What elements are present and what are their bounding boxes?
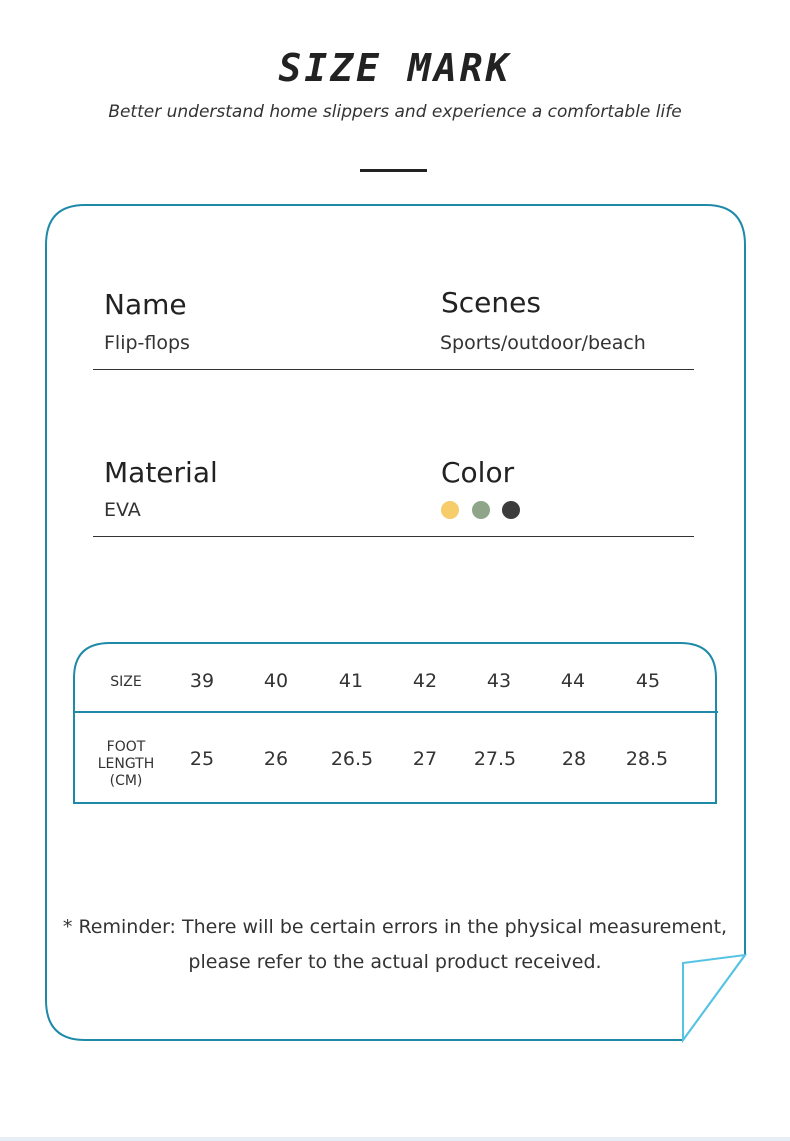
foot-length-cell: 25 [189, 748, 215, 770]
color-swatch-black [502, 501, 520, 519]
size-cell: 44 [560, 670, 586, 692]
foot-length-cell: 28.5 [625, 748, 669, 770]
name-value: Flip-flops [104, 332, 190, 354]
reminder-note [50, 910, 740, 980]
row-divider [93, 536, 694, 537]
size-cell: 45 [635, 670, 661, 692]
foot-length-cell: 27 [412, 748, 438, 770]
size-cell: 43 [486, 670, 512, 692]
foot-length-cell: 27.5 [473, 748, 517, 770]
size-cell: 39 [189, 670, 215, 692]
material-value: EVA [104, 499, 141, 521]
foot-length-cell: 28 [561, 748, 587, 770]
foot-length-header [86, 739, 166, 790]
row-divider [93, 369, 694, 370]
bottom-strip [0, 1137, 790, 1141]
size-cell: 40 [263, 670, 289, 692]
foot-header-line: (CM) [109, 773, 143, 789]
page-subtitle: Better understand home slippers and experience a comfortable life [108, 102, 682, 122]
size-cell: 41 [338, 670, 364, 692]
scenes-label: Scenes [441, 286, 541, 319]
foot-header-line: FOOT [106, 739, 146, 755]
reminder-line-1: * Reminder: There will be certain errors in the physical measurement, [62, 916, 728, 938]
color-swatch-green [472, 501, 490, 519]
reminder-line-2: please refer to the actual product received. [188, 951, 602, 973]
size-table-border [74, 643, 716, 803]
material-label: Material [104, 456, 218, 489]
name-label: Name [104, 288, 187, 321]
scenes-value: Sports/outdoor/beach [440, 332, 646, 354]
foot-length-cell: 26.5 [330, 748, 374, 770]
size-cell: 42 [412, 670, 438, 692]
foot-header-line: LENGTH [97, 756, 155, 772]
foot-length-cell: 26 [263, 748, 289, 770]
color-label: Color [441, 456, 515, 489]
page-title: SIZE MARK [278, 46, 512, 90]
color-swatch-yellow [441, 501, 459, 519]
size-header: SIZE [110, 674, 142, 690]
